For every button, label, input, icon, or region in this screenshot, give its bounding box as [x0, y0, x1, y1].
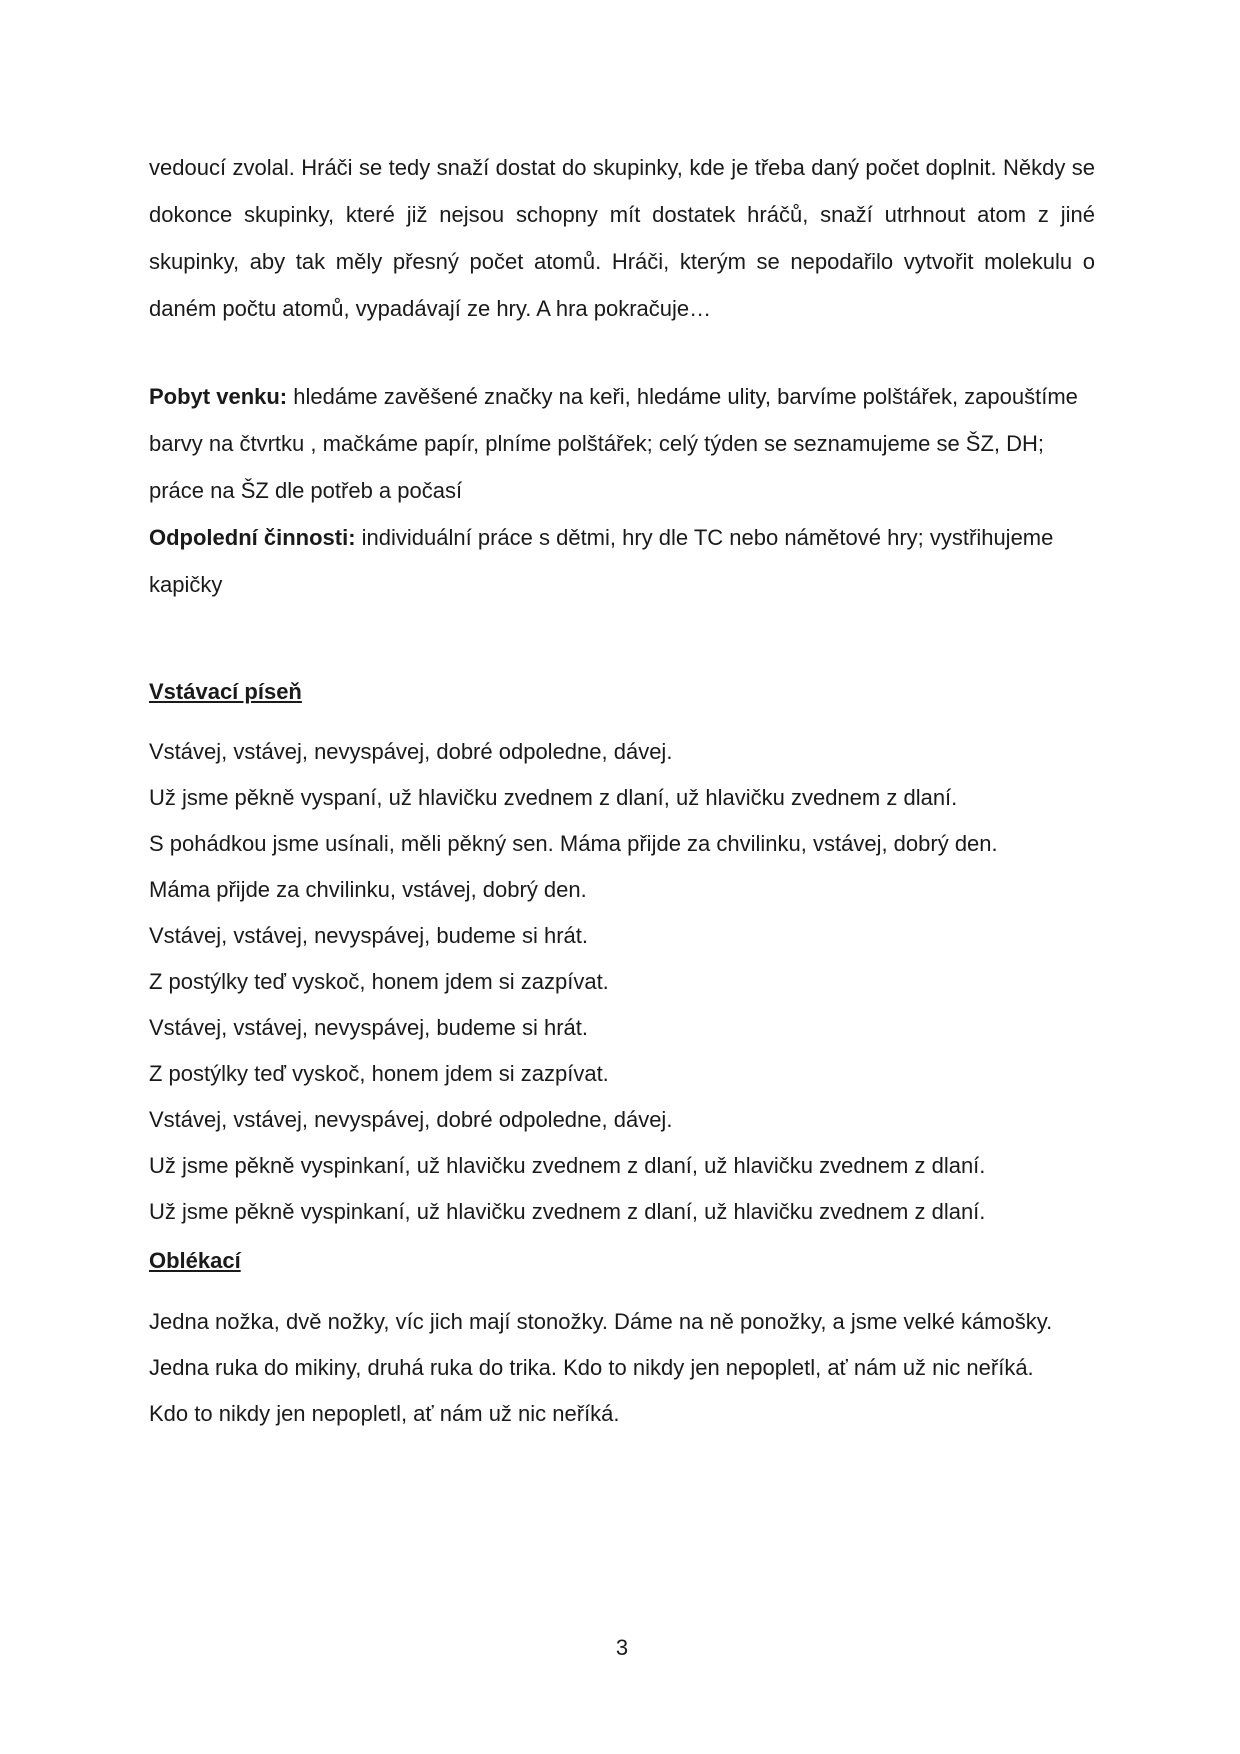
song-line: Máma přijde za chvilinku, vstávej, dobrý den. — [149, 877, 587, 902]
intro-paragraph: vedoucí zvolal. Hráči se tedy snaží dostat do skupinky, kde je třeba daný počet doplnit. Někdy se dokonce skupinky, které již nejsou schopny mít dostatek hráčů, snaží utrhnout atom z jiné skupinky, aby tak měly přesný počet atomů. Hráči, kterým se nepodařilo vytvořit molekulu o daném počtu atomů, vypadávají ze hry. A hra pokračuje… — [149, 155, 1095, 321]
song-dressing-lines — [149, 1307, 1095, 1445]
song-line: Už jsme pěkně vyspinkaní, už hlavičku zvednem z dlaní, už hlavičku zvednem z dlaní. — [149, 1199, 986, 1224]
song-line: Už jsme pěkně vyspinkaní, už hlavičku zvednem z dlaní, už hlavičku zvednem z dlaní. — [149, 1153, 986, 1178]
song-line: Vstávej, vstávej, nevyspávej, dobré odpoledne, dávej. — [149, 739, 673, 764]
outdoor-label: Pobyt venku: — [149, 384, 288, 409]
song-line: S pohádkou jsme usínali, měli pěkný sen. Máma přijde za chvilinku, vstávej, dobrý den. — [149, 831, 998, 856]
song-line: Už jsme pěkně vyspaní, už hlavičku zvednem z dlaní, už hlavičku zvednem z dlaní. — [149, 785, 958, 810]
song-line: Z postýlky teď vyskoč, honem jdem si zazpívat. — [149, 1061, 609, 1086]
song-line: Jedna ruka do mikiny, druhá ruka do trika. Kdo to nikdy jen nepopletl, ať nám už nic neříká. — [149, 1355, 1034, 1380]
song-wakeup-title: Vstávací píseň — [149, 679, 302, 704]
afternoon-text: individuální práce s dětmi, hry dle TC nebo námětové hry; vystřihujeme kapičky — [149, 525, 1054, 597]
song-line: Kdo to nikdy jen nepopletl, ať nám už nic neříká. — [149, 1401, 620, 1426]
song-line: Vstávej, vstávej, nevyspávej, budeme si hrát. — [149, 1015, 588, 1040]
outdoor-text: hledáme zavěšené značky na keři, hledáme ulity, barvíme polštářek, zapouštíme barvy na čtvrtku , mačkáme papír, plníme polštářek; celý týden se seznamujeme se ŠZ, DH; práce na ŠZ dle potřeb a počasí — [149, 384, 1078, 503]
song-line: Vstávej, vstávej, nevyspávej, dobré odpoledne, dávej. — [149, 1107, 673, 1132]
song-line: Jedna nožka, dvě nožky, víc jich mají stonožky. Dáme na ně ponožky, a jsme velké kámošky. — [149, 1309, 1053, 1334]
page-number: 3 — [615, 1635, 629, 1660]
song-wakeup-lines — [149, 737, 1095, 1243]
afternoon-label: Odpolední činnosti: — [149, 525, 356, 550]
outdoor-paragraph — [149, 373, 1095, 514]
song-dressing-title: Oblékací — [149, 1248, 241, 1273]
song-line: Vstávej, vstávej, nevyspávej, budeme si hrát. — [149, 923, 588, 948]
afternoon-paragraph — [149, 514, 1095, 608]
song-line: Z postýlky teď vyskoč, honem jdem si zazpívat. — [149, 969, 609, 994]
document-page — [149, 0, 1095, 1754]
